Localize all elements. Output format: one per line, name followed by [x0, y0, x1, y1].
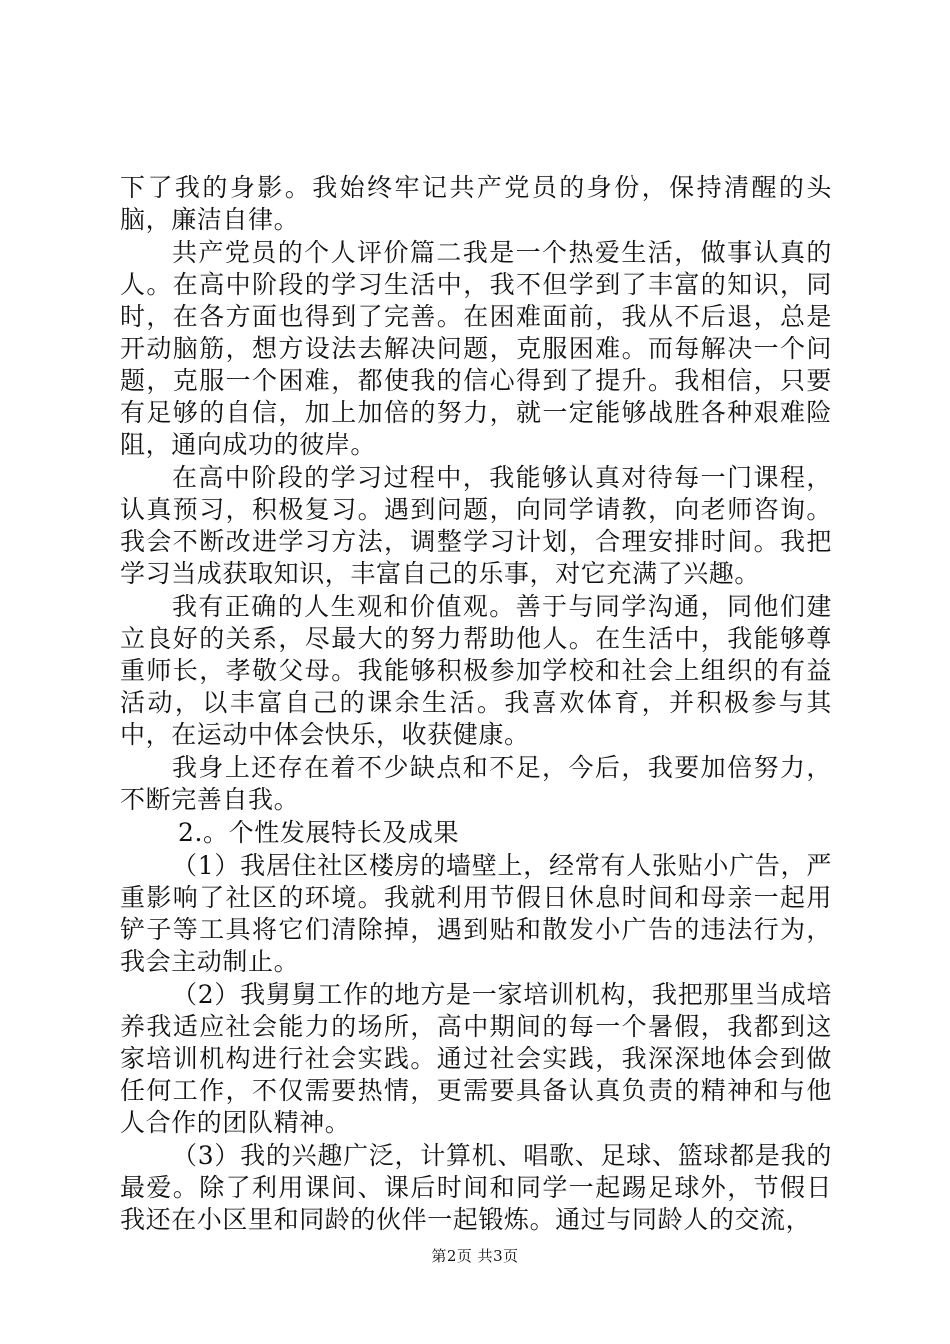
paragraph-7: （1）我居住社区楼房的墙壁上，经常有人张贴小广告，严重影响了社区的环境。我就利用节假日休息时间和母亲一起用铲子等工具将它们清除掉，遇到贴和散发小广告的违法行为，我会主动制止。 — [120, 851, 832, 976]
page-number-label: 第2页 共3页 — [431, 1247, 519, 1265]
paragraph-3: 在高中阶段的学习过程中，我能够认真对待每一门课程，认真预习，积极复习。遇到问题，向同学请教，向老师咨询。我会不断改进学习方法，调整学习计划，合理安排时间。我把学习当成获取知识，丰富自己的乐事，对它充满了兴趣。 — [120, 463, 832, 588]
document-body — [120, 172, 832, 1237]
paragraph-8: （2）我舅舅工作的地方是一家培训机构，我把那里当成培养我适应社会能力的场所，高中期间的每一个暑假，我都到这家培训机构进行社会实践。通过社会实践，我深深地体会到做任何工作，不仅需要热情，更需要具备认真负责的精神和与他人合作的团队精神。 — [120, 980, 832, 1137]
paragraph-9: （3）我的兴趣广泛，计算机、唱歌、足球、篮球都是我的最爱。除了利用课间、课后时间和同学一起踢足球外，节假日我还在小区里和同龄的伙伴一起锻炼。通过与同龄人的交流， — [120, 1141, 832, 1234]
paragraph-1: 下了我的身影。我始终牢记共产党员的身份，保持清醒的头脑，廉洁自律。 — [120, 173, 832, 234]
section-heading: 2.。个性发展特长及成果 — [178, 818, 460, 847]
paragraph-4: 我有正确的人生观和价值观。善于与同学沟通，同他们建立良好的关系，尽最大的努力帮助他人。在生活中，我能够尊重师长，孝敬父母。我能够积极参加学校和社会上组织的有益活动，以丰富自己的课余生活。我喜欢体育，并积极参与其中，在运动中体会快乐，收获健康。 — [120, 592, 832, 749]
paragraph-2: 共产党员的个人评价篇二我是一个热爱生活，做事认真的人。在高中阶段的学习生活中，我不但学到了丰富的知识，同时，在各方面也得到了完善。在困难面前，我从不后退，总是开动脑筋，想方设法去解决问题，克服困难。而每解决一个问题，克服一个困难，都使我的信心得到了提升。我相信，只要有足够的自信，加上加倍的努力，就一定能够战胜各种艰难险阻，通向成功的彼岸。 — [120, 238, 832, 459]
page-footer — [0, 1246, 950, 1266]
paragraph-5: 我身上还存在着不少缺点和不足，今后，我要加倍努力，不断完善自我。 — [120, 753, 832, 814]
